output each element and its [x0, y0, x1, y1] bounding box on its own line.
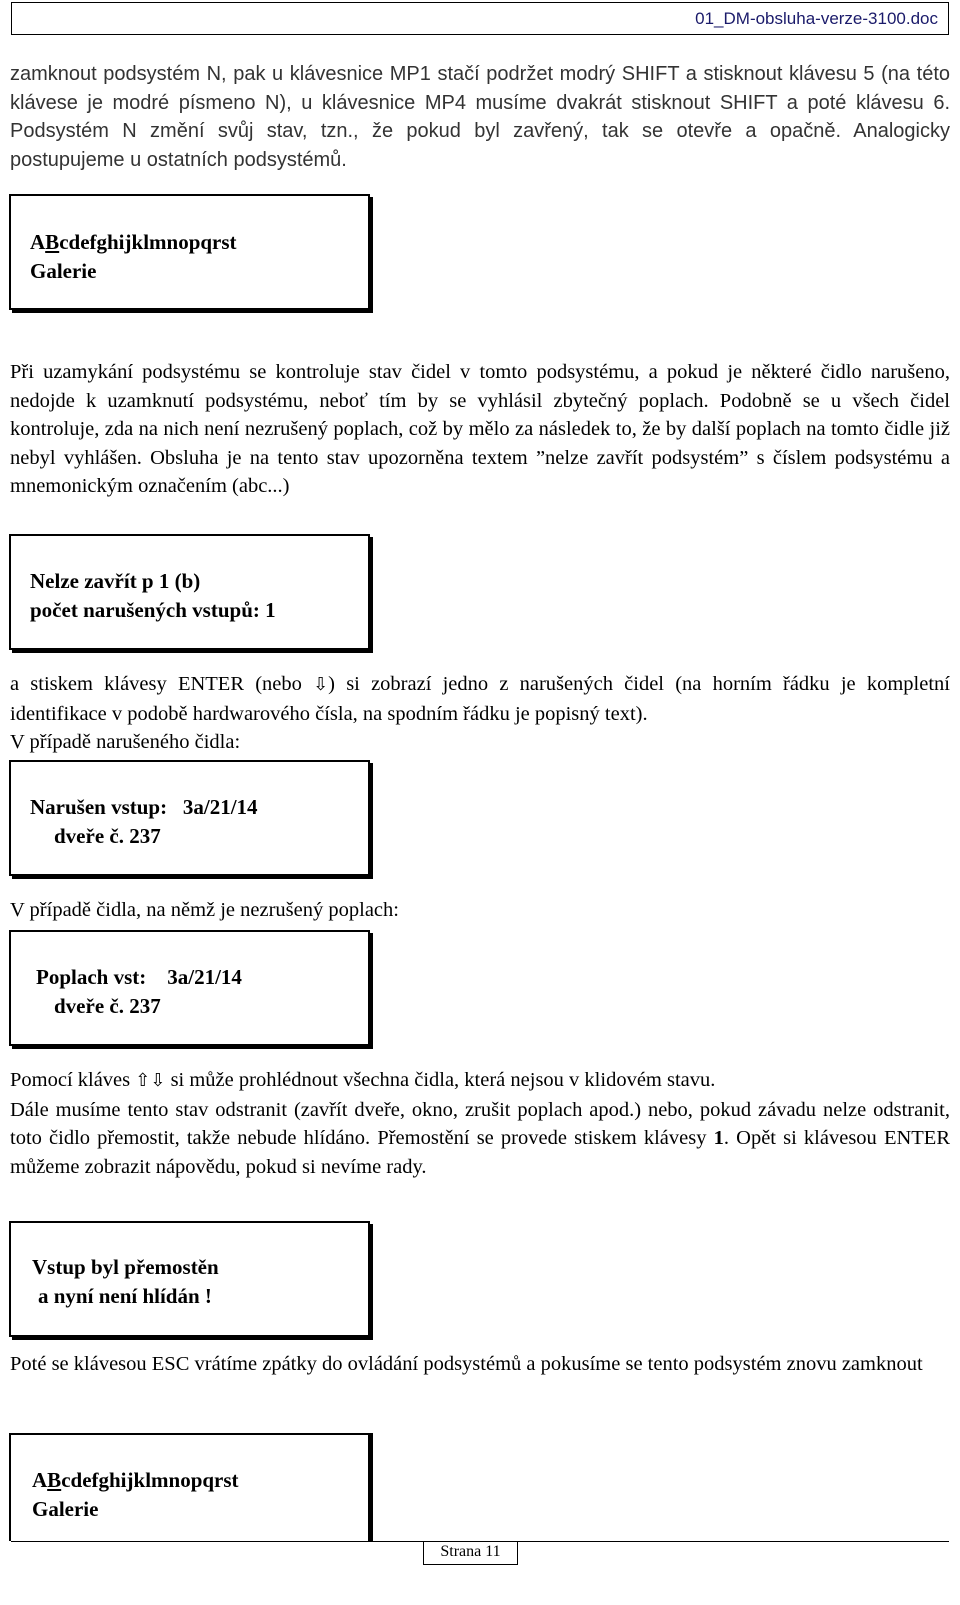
display-box-bypassed [9, 1221, 370, 1337]
display-line-1: Poplach vst: 3a/21/14 [36, 965, 242, 989]
underlined-letter: B [47, 1468, 62, 1492]
paragraph-intro: zamknout podsystém N, pak u klávesnice MP1 stačí podržet modrý SHIFT a stisknout klávesu 5 (na této klávese je modré písmeno N), u klávesnice MP4 musíme dvakrát stisknout SHIFT a poté klávesu 6. Podsystém N změní svůj stav, tzn., že pokud byl zavřený, tak se otevře a opačně. Analogicky postupujeme u ostatních podsystémů. [10, 63, 950, 171]
arrow-down-icon: ⇩ [313, 674, 329, 695]
page-number: Strana 11 [423, 1541, 518, 1565]
paragraph-bypass: Pomocí kláves ⇧⇩ si může prohlédnout všechna čidla, která nejsou v klidovém stavu. Dále musíme tento stav odstranit (zavřít dveře, okno, zrušit poplach apod.) nebo, pokud závadu nelze odstranit, toto čidlo přemostit, takže nebude hlídáno. Přemostění se provede stiskem klávesy 1. Opět si klávesou ENTER můžeme zobrazit nápovědu, pokud si nevíme rady. [10, 1069, 950, 1178]
display-line-1: Narušen vstup: 3a/21/14 [30, 795, 258, 819]
paragraph-esc-key: Poté se klávesou ESC vrátíme zpátky do ovládání podsystémů a pokusíme se tento podsystém znovu zamknout [10, 1353, 923, 1375]
display-line-1: Vstup byl přemostěn [32, 1255, 219, 1279]
display-line-2: dveře č. 237 [54, 994, 161, 1018]
document-header [11, 2, 949, 35]
display-line-1: ABcdefghijklmnopqrst [32, 1468, 239, 1492]
display-line-1: ABcdefghijklmnopqrst [30, 230, 237, 254]
display-box-galerie-2 [9, 1433, 370, 1541]
display-line-2: Galerie [32, 1497, 99, 1521]
display-line-2: počet narušených vstupů: 1 [30, 598, 276, 622]
display-line-2: a nyní není hlídán ! [38, 1284, 212, 1308]
display-box-input-violated [9, 760, 370, 876]
display-line-2: Galerie [30, 259, 97, 283]
display-line-1: Nelze zavřít p 1 (b) [30, 569, 201, 593]
underlined-letter: B [45, 230, 60, 254]
arrow-up-down-icon: ⇧⇩ [135, 1070, 166, 1091]
document-filename: 01_DM-obsluha-verze-3100.doc [695, 9, 938, 28]
display-box-cannot-close [9, 534, 370, 650]
paragraph-alarm-case: V případě čidla, na němž je nezrušený poplach: [10, 899, 399, 921]
paragraph-locking-check: Při uzamykání podsystému se kontroluje stav čidel v tomto podsystému, a pokud je některé čidlo narušeno, nedojde k uzamknutí podsystému, neboť tím by se vyhlásil zbytečný poplach. Podobně se u všech čidel kontroluje, zda na nich není nezrušený poplach, což by mělo za následek to, že by další poplach na tomto čidle již nebyl vyhlášen. Obsluha je na tento stav upozorněna textem ”nelze zavřít podsystém” s číslem podsystému a mnemonickým označením (abc...) [10, 361, 950, 497]
display-box-alarm-input [9, 930, 370, 1046]
display-line-2: dveře č. 237 [54, 824, 161, 848]
display-box-galerie-1 [9, 194, 370, 310]
paragraph-enter-key: a stiskem klávesy ENTER (nebo ⇩) si zobrazí jedno z narušených čidel (na horním řádku je kompletní identifikace v podobě hardwarového čísla, na spodním řádku je popisný text). V případě narušeného čidla: [10, 673, 950, 753]
